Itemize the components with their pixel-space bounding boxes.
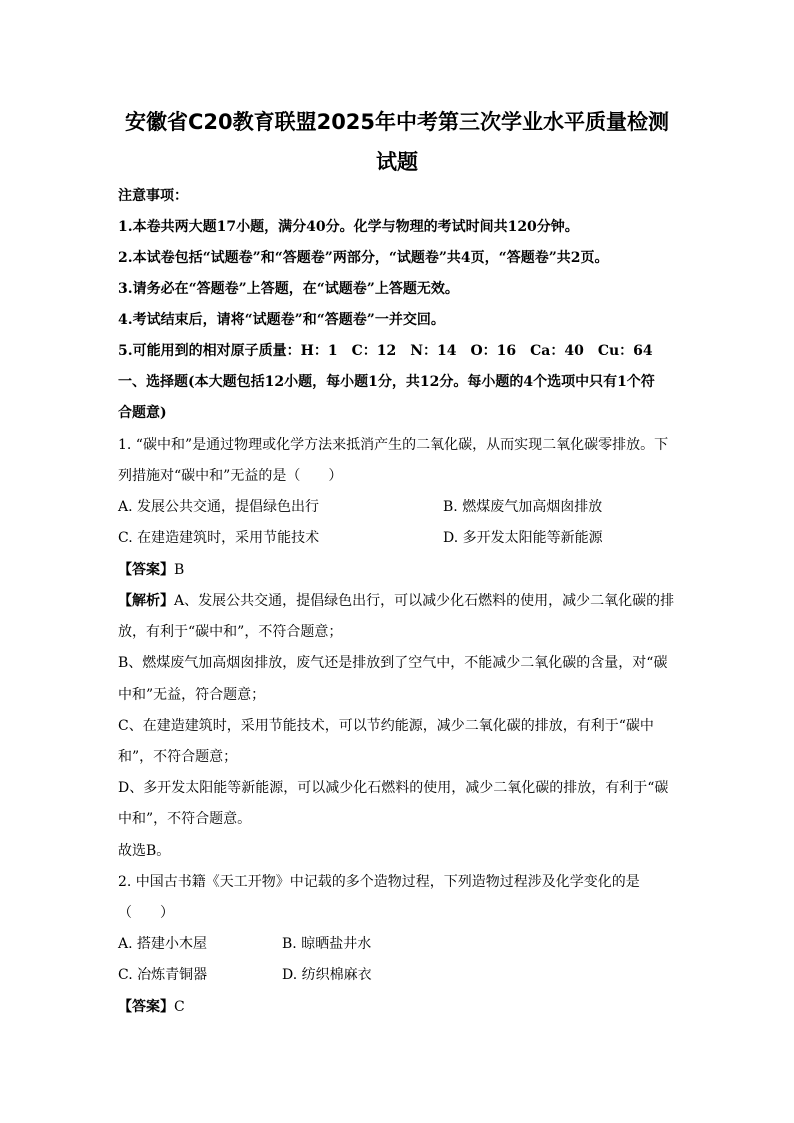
analysis-text: A、发展公共交通，提倡绿色出行，可以减少化石燃料的使用，减少二氧化碳的排 — [174, 593, 675, 609]
answer-value: B — [174, 562, 185, 578]
notice-item-2: 2.本试卷包括“试题卷”和“答题卷”两部分，“试题卷”共4页，“答题卷”共2页。 — [118, 250, 609, 266]
question-1-conclusion: 故选B。 — [118, 843, 171, 859]
question-1-stem-cont: 列措施对“碳中和”无益的是（ ） — [118, 468, 343, 484]
question-1-option-c: C. 在建造建筑时，采用节能技术 — [118, 530, 320, 546]
question-1-analysis-line: 中和”，不符合题意。 — [118, 811, 252, 827]
question-1-analysis-line: 中和”无益，符合题意； — [118, 687, 266, 703]
question-2-answer — [118, 998, 678, 1016]
answer-label: 【答案】 — [118, 562, 174, 578]
question-1-analysis-line: 和”，不符合题意； — [118, 749, 238, 765]
notice-item-1: 1.本卷共两大题17小题，满分40分。化学与物理的考试时间共120分钟。 — [118, 219, 579, 235]
question-2-option-d: D. 纺织棉麻衣 — [282, 967, 372, 983]
document-title: 安徽省C20教育联盟2025年中考第三次学业水平质量检测 — [124, 110, 670, 134]
question-1-analysis-line: C、在建造建筑时，采用节能技术，可以节约能源，减少二氧化碳的排放，有利于“碳中 — [118, 718, 654, 734]
question-1-option-d: D. 多开发太阳能等新能源 — [443, 530, 603, 546]
question-2-stem-cont: （ ） — [118, 905, 174, 921]
question-1-analysis-line: D、多开发太阳能等新能源，可以减少化石燃料的使用，减少二氧化碳的排放，有利于“碳 — [118, 780, 669, 796]
question-1-analysis-line: 放，有利于“碳中和”，不符合题意； — [118, 624, 343, 640]
notice-heading: 注意事项： — [118, 188, 188, 204]
answer-value: C — [174, 999, 185, 1015]
question-2-stem: 2. 中国古书籍《天工开物》中记载的多个造物过程，下列造物过程涉及化学变化的是 — [118, 874, 640, 890]
question-2-option-a: A. 搭建小木屋 — [118, 936, 208, 952]
notice-item-5: 5.可能用到的相对原子质量：H：1 C：12 N：14 O：16 Ca：40 Cu：64 — [118, 343, 653, 359]
question-1-answer — [118, 561, 678, 579]
question-1-option-b: B. 燃煤废气加高烟囱排放 — [443, 499, 603, 515]
notice-item-4: 4.考试结束后，请将“试题卷”和“答题卷”一并交回。 — [118, 312, 445, 328]
question-2-option-c: C. 冶炼青铜器 — [118, 967, 208, 983]
answer-label: 【答案】 — [118, 999, 174, 1015]
question-2-option-b: B. 晾晒盐井水 — [282, 936, 372, 952]
question-1-stem: 1. “碳中和”是通过物理或化学方法来抵消产生的二氧化碳，从而实现二氧化碳零排放。下 — [118, 437, 669, 453]
question-1-option-a: A. 发展公共交通，提倡绿色出行 — [118, 499, 320, 515]
section-heading-cont: 合题意) — [118, 405, 167, 421]
notice-item-3: 3.请务必在“答题卷”上答题，在“试题卷”上答题无效。 — [118, 281, 459, 297]
section-heading: 一、选择题(本大题包括12小题，每小题1分，共12分。每小题的4个选项中只有1个符 — [118, 374, 655, 390]
analysis-label: 【解析】 — [118, 593, 174, 609]
document-title-line2: 试题 — [376, 150, 418, 174]
question-1-analysis-line — [118, 592, 678, 610]
question-1-analysis-line: B、燃煤废气加高烟囱排放，废气还是排放到了空气中，不能减少二氧化碳的含量，对“碳 — [118, 655, 668, 671]
